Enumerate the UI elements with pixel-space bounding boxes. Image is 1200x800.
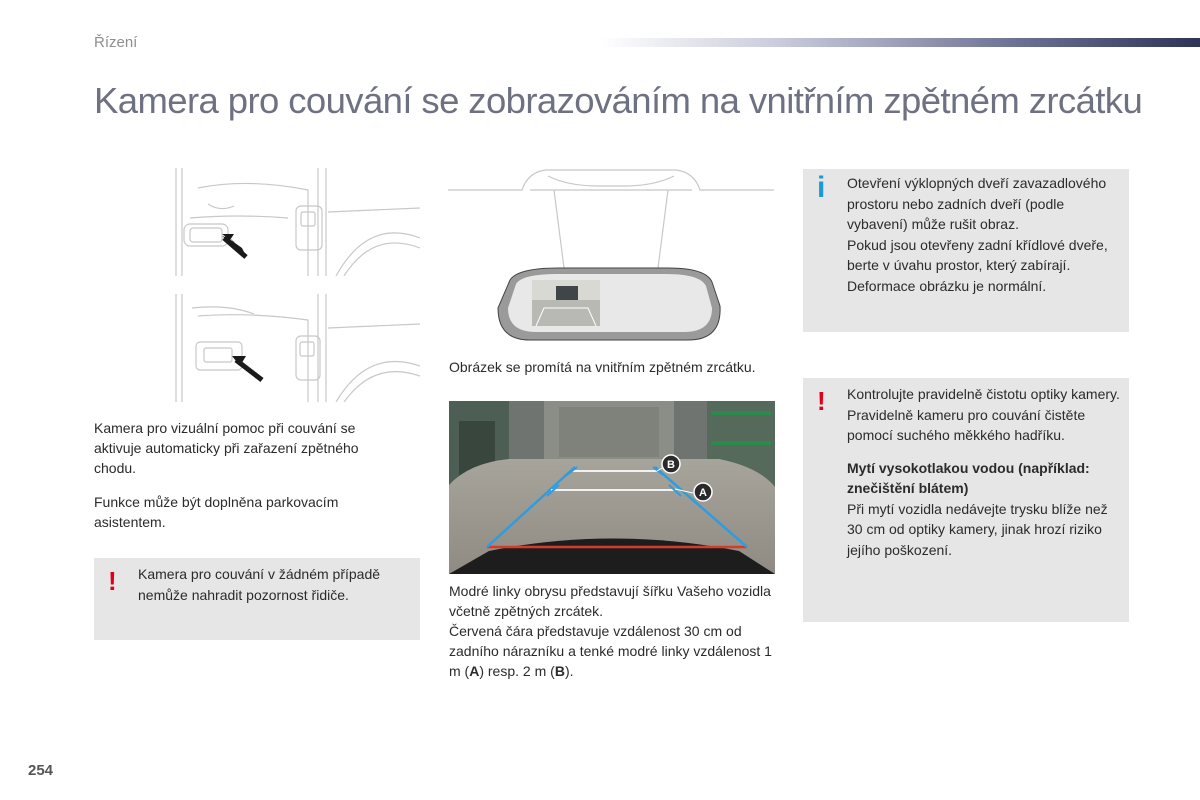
van-rear-illustration-2 [168, 294, 420, 402]
camera-caption-line2-post: ). [564, 663, 574, 679]
section-label: Řízení [94, 34, 138, 51]
camera-label-b: B [667, 459, 675, 471]
warning-line-3: Při mytí vozidla nedávejte trysku blíže než 30 cm od optiky kamery, jinak hrozí riziko jejího poškození. [847, 500, 1108, 558]
camera-caption-a: A [469, 663, 480, 679]
page-title: Kamera pro couvání se zobrazováním na vnitřním zpětném zrcátku [94, 80, 1143, 121]
rearview-mirror-illustration [448, 168, 774, 350]
intro-paragraph: Kamera pro vizuální pomoc při couvání se aktivuje automaticky při zařazení zpětného chodu. [94, 420, 359, 476]
info-box [803, 169, 1129, 332]
left-warning-text: Kamera pro couvání v žádném případě nemůže nahradit pozornost řidiče. [138, 566, 381, 603]
camera-caption-line2-mid: ) resp. 2 m ( [479, 663, 555, 679]
mirror-caption: Obrázek se promítá na vnitřním zpětném zrcátku. [449, 359, 756, 375]
warning-icon: ! [108, 566, 117, 596]
camera-caption-b: B [554, 663, 565, 679]
parking-assist-paragraph: Funkce může být doplněna parkovacím asistentem. [94, 494, 339, 530]
info-line-1: Otevření výklopných dveří zavazadlového prostoru nebo zadních dveří (podle vybavení) může rušit obraz. [847, 175, 1107, 232]
page-number: 254 [28, 762, 54, 779]
warning-line-1: Kontrolujte pravidelně čistotu optiky kamery. [847, 386, 1120, 402]
info-icon: i [817, 171, 826, 204]
warning-icon: ! [817, 386, 826, 416]
camera-caption-line1: Modré linky obrysu představují šířku Vašeho vozidla včetně zpětných zrcátek. [449, 583, 771, 619]
camera-view-image [449, 401, 775, 574]
camera-label-a: A [699, 487, 707, 499]
info-line-2: Pokud jsou otevřeny zadní křídlové dveře, berte v úvahu prostor, který zabírají. Deformace obrázku je normální. [847, 236, 1108, 294]
header-gradient-bar [600, 38, 1200, 47]
camera-caption [449, 581, 779, 681]
warning-line-2: Pravidelně kameru pro couvání čistěte pomocí suchého měkkého hadříku. [847, 406, 1086, 443]
camera-caption-line2-pre: Červená čára představuje vzdálenost 30 cm od zadního nárazníku a tenké modré linky vzdálenost 1 m ( [449, 623, 772, 679]
left-column-text [94, 418, 404, 546]
van-rear-illustration-1 [168, 168, 420, 276]
info-text [847, 173, 1125, 296]
left-warning-box [94, 558, 420, 640]
washing-heading: Mytí vysokotlakou vodou (například: znečištění blátem) [847, 459, 1090, 496]
right-warning-box [803, 378, 1129, 622]
right-warning-text [847, 384, 1125, 560]
